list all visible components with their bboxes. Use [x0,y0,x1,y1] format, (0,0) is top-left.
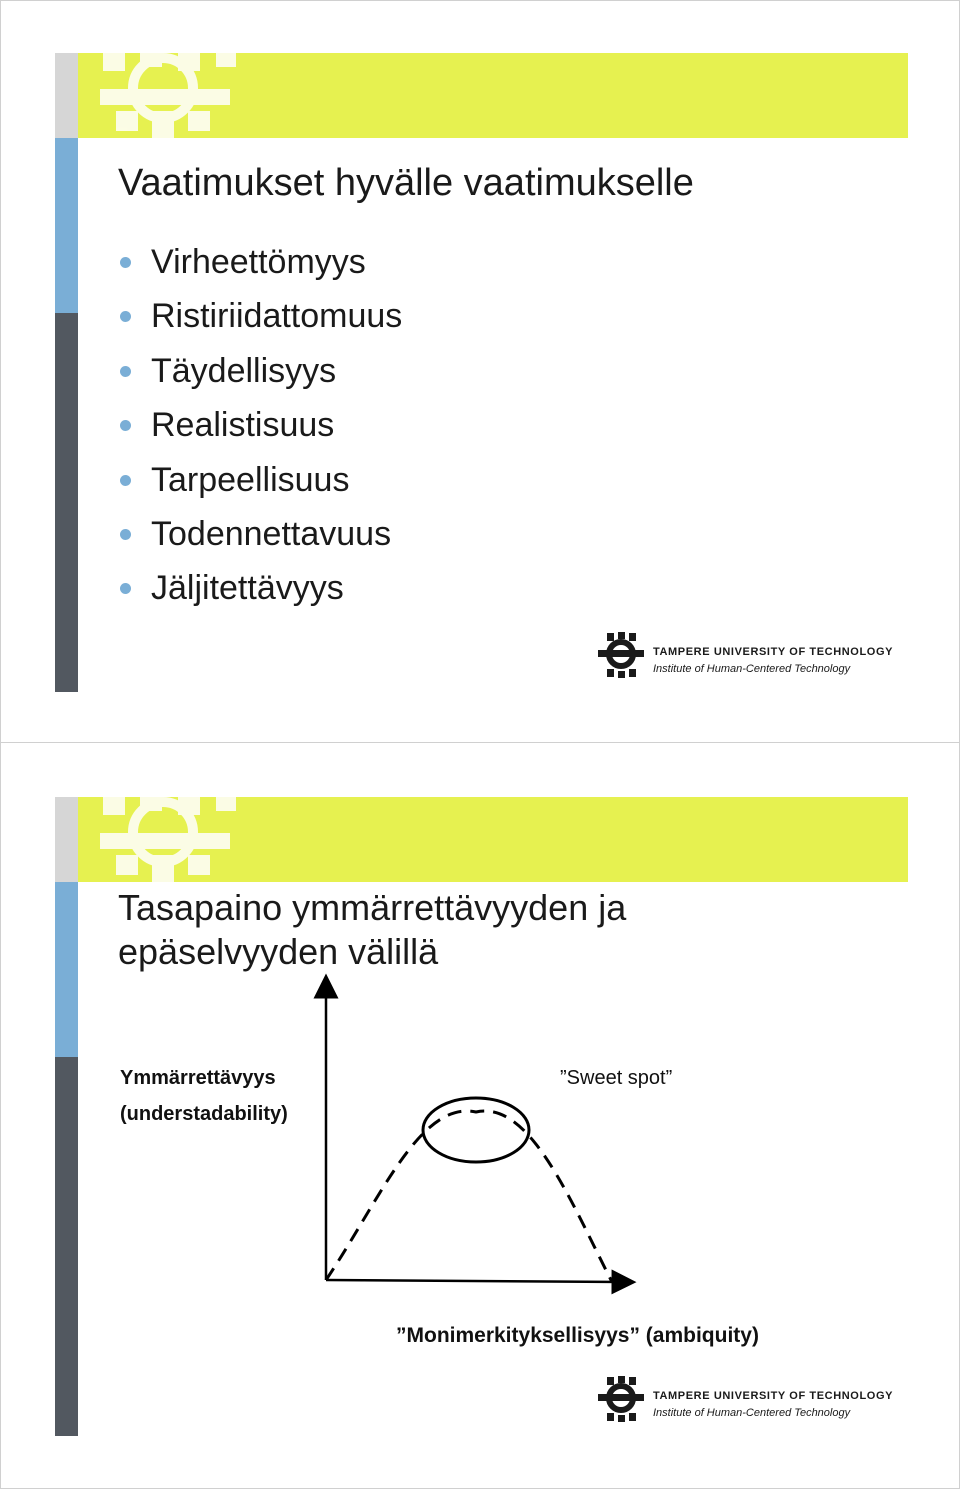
title-line-2: epäselvyyden välillä [118,931,439,972]
list-item: Täydellisyys [120,349,402,403]
slide-title: Vaatimukset hyvälle vaatimukselle [118,162,694,204]
sweet-spot-ellipse [423,1098,529,1162]
sweet-spot-label: ”Sweet spot” [560,1067,673,1089]
logo-subtitle: Institute of Human-Centered Technology [653,663,851,675]
list-item: Realistisuus [120,403,402,457]
logo-subtitle: Institute of Human-Centered Technology [653,1407,851,1419]
y-axis-label-english: (understadability) [120,1103,288,1125]
list-item: Jäljitettävyys [120,566,402,620]
list-item: Virheettömyys [120,240,402,294]
university-logo [598,1376,898,1426]
gear-logo-icon [598,1376,644,1422]
logo-title: TAMPERE UNIVERSITY OF TECHNOLOGY [653,646,894,658]
tradeoff-curve [326,1111,612,1282]
list-item: Ristiriidattomuus [120,294,402,348]
x-axis [326,1280,624,1282]
list-item: Tarpeellisuus [120,458,402,512]
list-item: Todennettavuus [120,512,402,566]
logo-title: TAMPERE UNIVERSITY OF TECHNOLOGY [653,1390,894,1402]
title-line-1: Tasapaino ymmärrettävyyden ja [118,887,627,928]
y-axis-label: Ymmärrettävyys [120,1067,276,1089]
x-axis-label: ”Monimerkityksellisyys” (ambiquity) [396,1324,759,1347]
